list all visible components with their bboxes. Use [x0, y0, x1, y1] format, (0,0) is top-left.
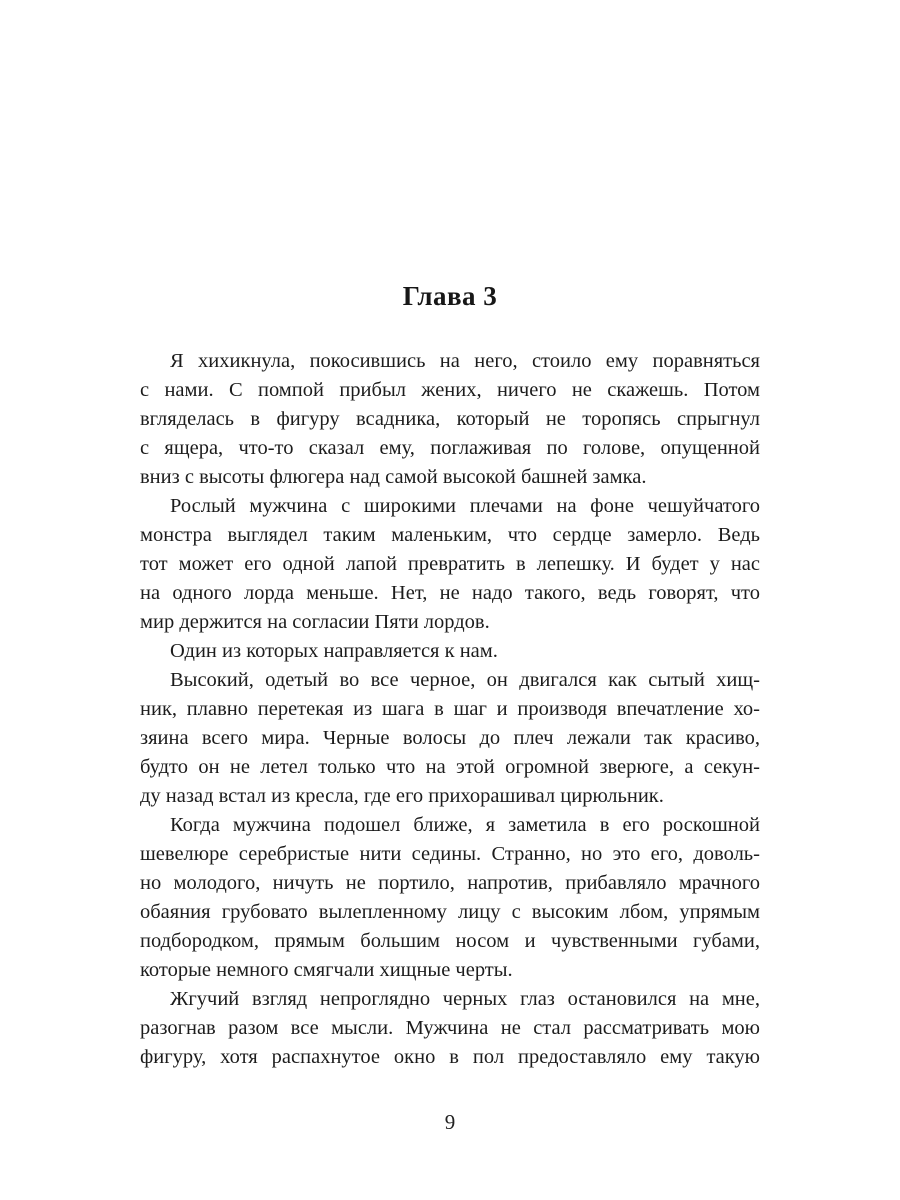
text-line: обаяния грубовато вылепленному лицу с высоким лбом, упрямым: [140, 901, 760, 923]
text-line: тот может его одной лапой превратить в лепешку. И будет у нас: [140, 553, 760, 575]
text-line: ник, плавно перетекая из шага в шаг и производя впечатление хо-: [140, 698, 760, 720]
text-line: подбородком, прямым большим носом и чувственными губами,: [140, 930, 760, 952]
text-line: Рослый мужчина с широкими плечами на фоне чешуйчатого: [170, 495, 760, 517]
text-line: с нами. С помпой прибыл жених, ничего не скажешь. Потом: [140, 379, 760, 401]
text-line: мир держится на согласии Пяти лордов.: [140, 611, 490, 633]
paragraph: [140, 347, 760, 492]
paragraph: [140, 666, 760, 811]
text-line: разогнав разом все мысли. Мужчина не стал рассматривать мою: [140, 1017, 760, 1039]
paragraph: [140, 811, 760, 985]
page-number: 9: [444, 1110, 456, 1134]
paragraph: [140, 492, 760, 637]
text-line: ду назад встал из кресла, где его прихорашивал цирюльник.: [140, 785, 664, 807]
text-line: вгляделась в фигуру всадника, который не торопясь спрыгнул: [140, 408, 760, 430]
text-line: вниз с высоты флюгера над самой высокой башней замка.: [140, 466, 647, 488]
text-line: Высокий, одетый во все черное, он двигался как сытый хищ-: [170, 669, 760, 691]
text-line: зяина всего мира. Черные волосы до плеч лежали так красиво,: [140, 727, 760, 749]
text-line: с ящера, что-то сказал ему, поглаживая по голове, опущенной: [140, 437, 760, 459]
text-line: монстра выглядел таким маленьким, что сердце замерло. Ведь: [140, 524, 760, 546]
text-line: которые немного смягчали хищные черты.: [140, 959, 513, 981]
text-line: на одного лорда меньше. Нет, не надо такого, ведь говорят, что: [140, 582, 760, 604]
body-text: [140, 347, 760, 1072]
text-line: шевелюре серебристые нити седины. Странно, но это его, доволь-: [140, 843, 760, 865]
text-line: Когда мужчина подошел ближе, я заметила в его роскошной: [170, 814, 760, 836]
text-line: Я хихикнула, покосившись на него, стоило ему поравняться: [170, 350, 760, 372]
paragraph: [140, 637, 760, 666]
text-line: Один из которых направляется к нам.: [170, 640, 498, 662]
text-line: но молодого, ничуть не портило, напротив, прибавляло мрачного: [140, 872, 760, 894]
paragraph: [140, 985, 760, 1072]
text-line: Жгучий взгляд непроглядно черных глаз остановился на мне,: [170, 988, 760, 1010]
text-line: будто он не летел только что на этой огромной зверюге, а секун-: [140, 756, 760, 778]
chapter-heading: Глава 3: [402, 281, 498, 311]
text-line: фигуру, хотя распахнутое окно в пол предоставляло ему такую: [140, 1046, 760, 1068]
